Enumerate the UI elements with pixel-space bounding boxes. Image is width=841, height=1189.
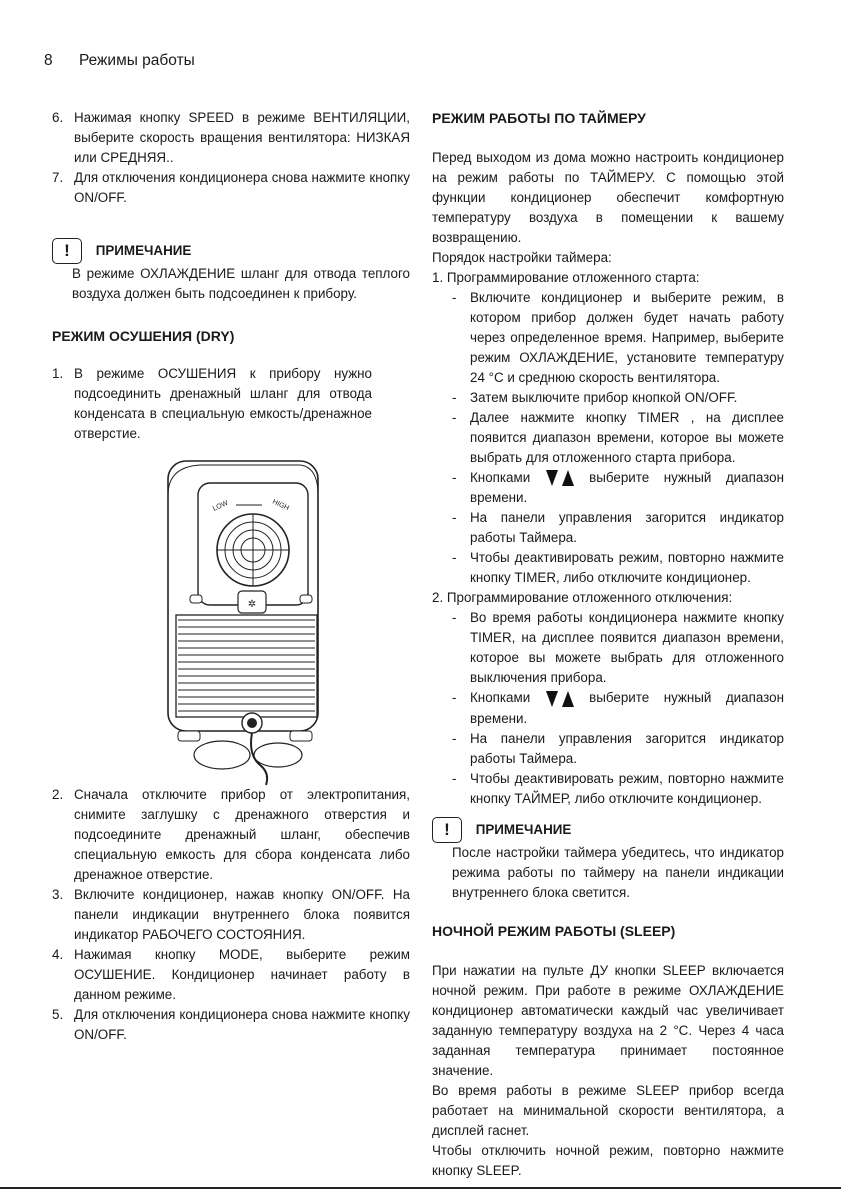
list-item: - Далее нажмите кнопку TIMER , на дисплее появится диапазон времени, которое вы можете выбрать для отложенного старта прибора. — [452, 410, 784, 465]
list-item: 5. Для отключения кондиционера снова нажмите кнопку ON/OFF. — [52, 1007, 410, 1042]
sleep-paragraph: Во время работы в режиме SLEEP прибор всегда работает на минимальной скорости вентилятора, а дисплей гаснет. — [432, 1082, 784, 1138]
page-header — [44, 52, 195, 70]
stop-steps — [452, 608, 784, 808]
list-item: - Включите кондиционер и выберите режим, в котором прибор должен будет начать работу через определенное время. Например, выберите режим ОХЛАЖДЕНИЕ, установите температуру 24 °С и среднюю скорость вентилятора. — [452, 290, 784, 385]
sleep-heading: НОЧНОЙ РЕЖИМ РАБОТЫ (SLEEP) — [432, 922, 676, 939]
note-block — [432, 817, 784, 903]
right-column — [432, 108, 784, 1181]
list-item: - Затем выключите прибор кнопкой ON/OFF. — [452, 390, 738, 405]
exclamation-icon: ! — [432, 817, 462, 843]
note-title: ПРИМЕЧАНИЕ — [475, 821, 572, 837]
list-item: - Чтобы деактивировать режим, повторно нажмите кнопку ТАЙМЕР, либо отключите кондиционер. — [452, 770, 784, 806]
down-up-arrows-icon — [545, 689, 575, 709]
list-item: - На панели управления загорится индикатор работы Таймера. — [452, 510, 784, 546]
list-item: - Чтобы деактивировать режим, повторно нажмите кнопку TIMER, либо отключите кондиционер. — [452, 550, 784, 586]
svg-text:✲: ✲ — [247, 599, 257, 610]
list-item: - На панели управления загорится индикатор работы Таймера. — [452, 730, 784, 766]
air-conditioner-illustration — [150, 455, 330, 790]
timer-heading: РЕЖИМ РАБОТЫ ПО ТАЙМЕРУ — [432, 110, 646, 126]
list-item: - Кнопками выберите нужный диапазон времени. — [452, 690, 784, 726]
timer-order: Порядок настройки таймера: — [432, 250, 612, 265]
note-text: В режиме ОХЛАЖДЕНИЕ шланг для отвода теплого воздуха должен быть подсоединен к прибору. — [72, 266, 410, 301]
page-number: 8 — [44, 52, 53, 69]
start-title: 1. Программирование отложенного старта: — [432, 270, 700, 285]
sleep-paragraph: При нажатии на пульте ДУ кнопки SLEEP включается ночной режим. При работе в режиме ОХЛАЖДЕНИЕ кондиционер автоматически каждый час увеличивает заданную температуру воздуха на 2 °С. Через 4 часа заданная температура принимает постоянное значение. — [432, 962, 784, 1078]
left-column — [52, 108, 410, 444]
low-label: LOW — [211, 499, 230, 513]
steps-list-c — [52, 785, 410, 1045]
list-item: 7. Для отключения кондиционера снова нажмите кнопку ON/OFF. — [52, 170, 410, 205]
start-steps — [452, 288, 784, 588]
stop-title: 2. Программирование отложенного отключения: — [432, 590, 733, 606]
note-block — [52, 238, 410, 304]
sleep-paragraph: Чтобы отключить ночной режим, повторно нажмите кнопку SLEEP. — [432, 1142, 784, 1178]
exclamation-icon: ! — [52, 238, 82, 264]
note-title: ПРИМЕЧАНИЕ — [95, 243, 192, 258]
down-up-arrows-icon — [545, 468, 575, 488]
list-item: 4. Нажимая кнопку MODE, выберите режим ОСУШЕНИЕ. Кондиционер начинает работу в данном режиме. — [52, 947, 410, 1002]
high-label: HIGH — [271, 498, 290, 513]
dry-heading: РЕЖИМ ОСУШЕНИЯ (DRY) — [52, 328, 235, 344]
list-item: 3. Включите кондиционер, нажав кнопку ON/OFF. На панели индикации внутреннего блока появится индикатор РАБОЧЕГО СОСТОЯНИЯ. — [52, 887, 410, 942]
list-item: 1. В режиме ОСУШЕНИЯ к прибору нужно подсоединить дренажный шланг для отвода конденсата в специальную емкость/дренажное отверстие. — [52, 366, 372, 441]
list-item: - Кнопками выберите нужный диапазон времени. — [452, 470, 784, 506]
steps-list-b — [52, 364, 372, 444]
left-column-lower — [52, 785, 410, 1045]
list-item: 2. Сначала отключите прибор от электропитания, снимите заглушку с дренажного отверстия и подсоедините дренажный шланг, обеспечив специальную емкость для сбора конденсата либо дренажное отверстие. — [52, 787, 410, 882]
list-item: - Во время работы кондиционера нажмите кнопку TIMER, на дисплее появится диапазон времени, которое вы можете выбрать для отложенного выключения прибора. — [452, 610, 784, 686]
section-title: Режимы работы — [78, 52, 195, 69]
list-item: 6. Нажимая кнопку SPEED в режиме ВЕНТИЛЯЦИИ, выберите скорость вращения вентилятора: НИЗКАЯ или СРЕДНЯЯ.. — [52, 110, 410, 165]
note-text: После настройки таймера убедитесь, что индикатор режима работы по таймеру на панели индикации внутреннего блока светится. — [452, 844, 784, 900]
timer-intro: Перед выходом из дома можно настроить кондиционер на режим работы по ТАЙМЕРУ. С помощью этой функции кондиционер обеспечит комфортную температуру воздуха в помещении к вашему возвращению. — [432, 150, 784, 245]
steps-list-a — [52, 108, 410, 208]
